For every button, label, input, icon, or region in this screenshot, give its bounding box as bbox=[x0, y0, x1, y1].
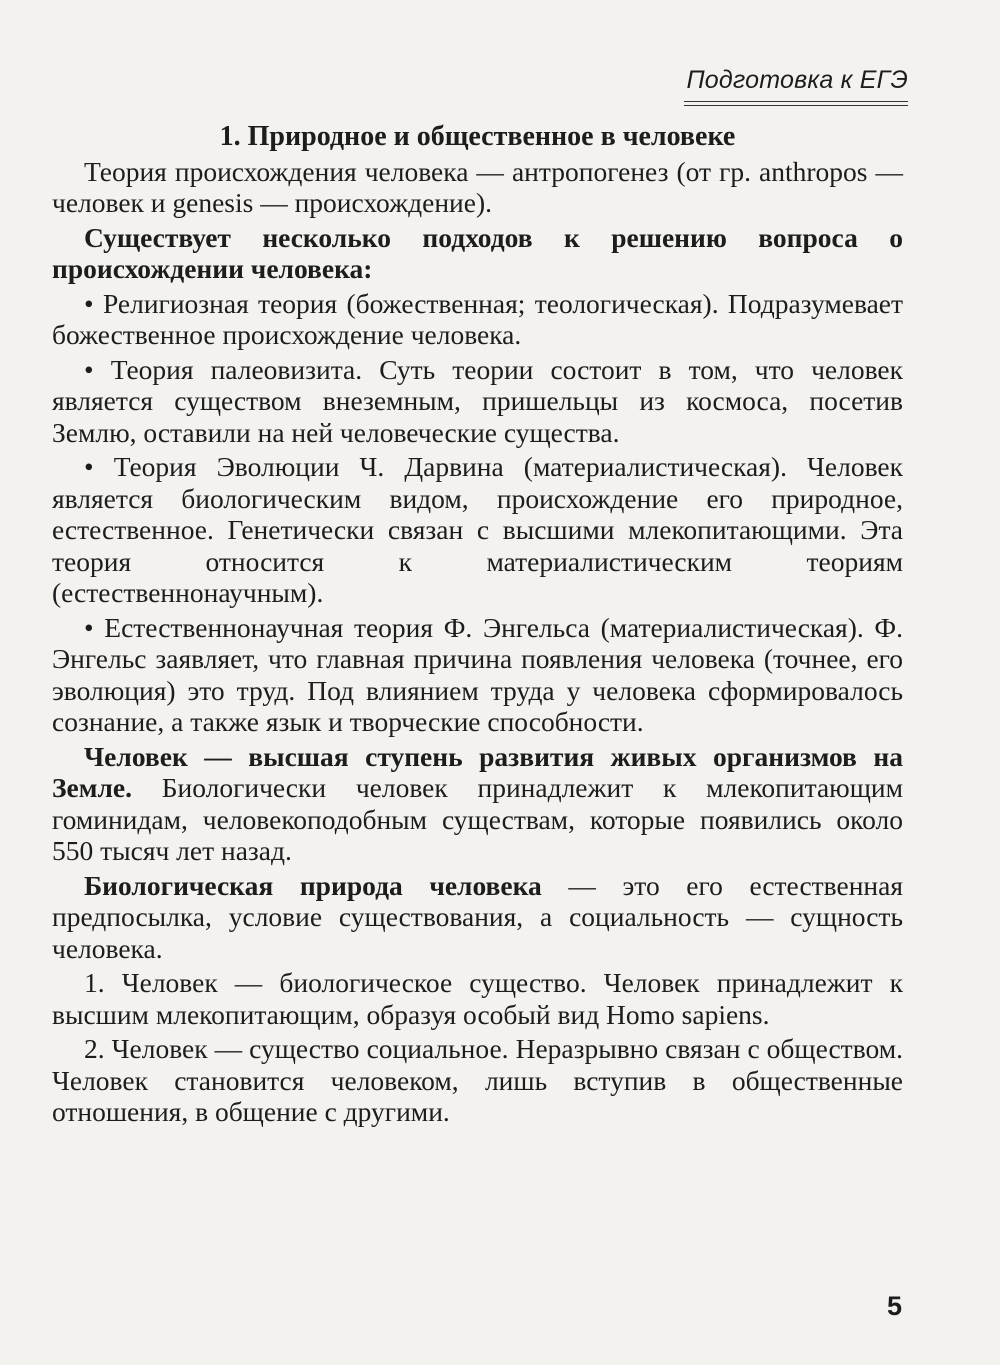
paragraph-religious-theory: • Религиозная теория (божественная; теологическая). Подразумевает божественное происхождение человека. bbox=[52, 287, 903, 350]
paragraph-anthropogenesis: Теория происхождения человека — антропогенез (от гр. anthropos — человек и genesis — происхождение). bbox=[52, 155, 903, 218]
paragraph-social-being: 2. Человек — существо социальное. Неразрывно связан с обществом. Человек становится человеком, лишь вступив в общественные отношения, в общение с другими. bbox=[52, 1033, 903, 1127]
paragraph-darwin-theory: • Теория Эволюции Ч. Дарвина (материалистическая). Человек является биологическим видом, происхождение его природное, естественное. Генетически связан с высшими млекопитающими. Эта теория относится к материалистическим теориям (естественнонаучным). bbox=[52, 451, 903, 608]
page-number: 5 bbox=[886, 1291, 902, 1321]
bold-term: Биологическая природа человека bbox=[84, 869, 542, 901]
header-rule bbox=[684, 101, 908, 106]
page-body bbox=[52, 121, 903, 1128]
section-title: 1. Природное и общественное в человеке bbox=[219, 121, 736, 152]
paragraph-biological-nature bbox=[52, 870, 903, 965]
paragraph-text: — это его естественная предпосылка, условие существования, а социальность — сущность человека. bbox=[52, 869, 903, 964]
paragraph-human-highest-stage bbox=[52, 741, 903, 867]
bold-term: Человек — высшая ступень развития живых организмов на Земле. bbox=[52, 740, 903, 803]
running-header: Подготовка к ЕГЭ bbox=[686, 66, 908, 94]
paragraph-text: Биологически человек принадлежит к млекопитающим гоминидам, человекоподобным существам, которые появились около 550 тысяч лет назад. bbox=[52, 772, 903, 866]
paragraph-biological-being: 1. Человек — биологическое существо. Человек принадлежит к высшим млекопитающим, образуя особый вид Homo sapiens. bbox=[52, 967, 903, 1030]
paragraph-paleovisit-theory: • Теория палеовизита. Суть теории состоит в том, что человек является существом внеземным, пришельцы из космоса, посетив Землю, оставили на ней человеческие существа. bbox=[52, 353, 903, 448]
paragraph-engels-theory: • Естественнонаучная теория Ф. Энгельса (материалистическая). Ф. Энгельс заявляет, что главная причина появления человека (точнее, его эволюция) это труд. Под влиянием труда у человека сформировалось сознание, а также язык и творческие способности. bbox=[52, 611, 903, 737]
paragraph-approaches-heading: Существует несколько подходов к решению вопроса о происхождении человека: bbox=[52, 221, 903, 284]
